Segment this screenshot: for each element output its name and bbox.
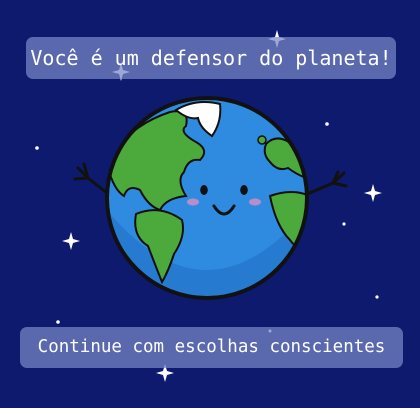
small-star [342,222,345,225]
small-star [35,146,39,150]
small-star [56,320,60,324]
small-star [325,122,329,126]
smiling-earth-icon [75,98,346,300]
subtitle-banner: Continue com escolhas conscientes [20,327,403,368]
sparkle-star-icon [364,184,382,202]
sparkle-star-icon [62,232,80,250]
title-banner: Você é um defensor do planeta! [26,37,396,79]
small-star [375,295,378,298]
